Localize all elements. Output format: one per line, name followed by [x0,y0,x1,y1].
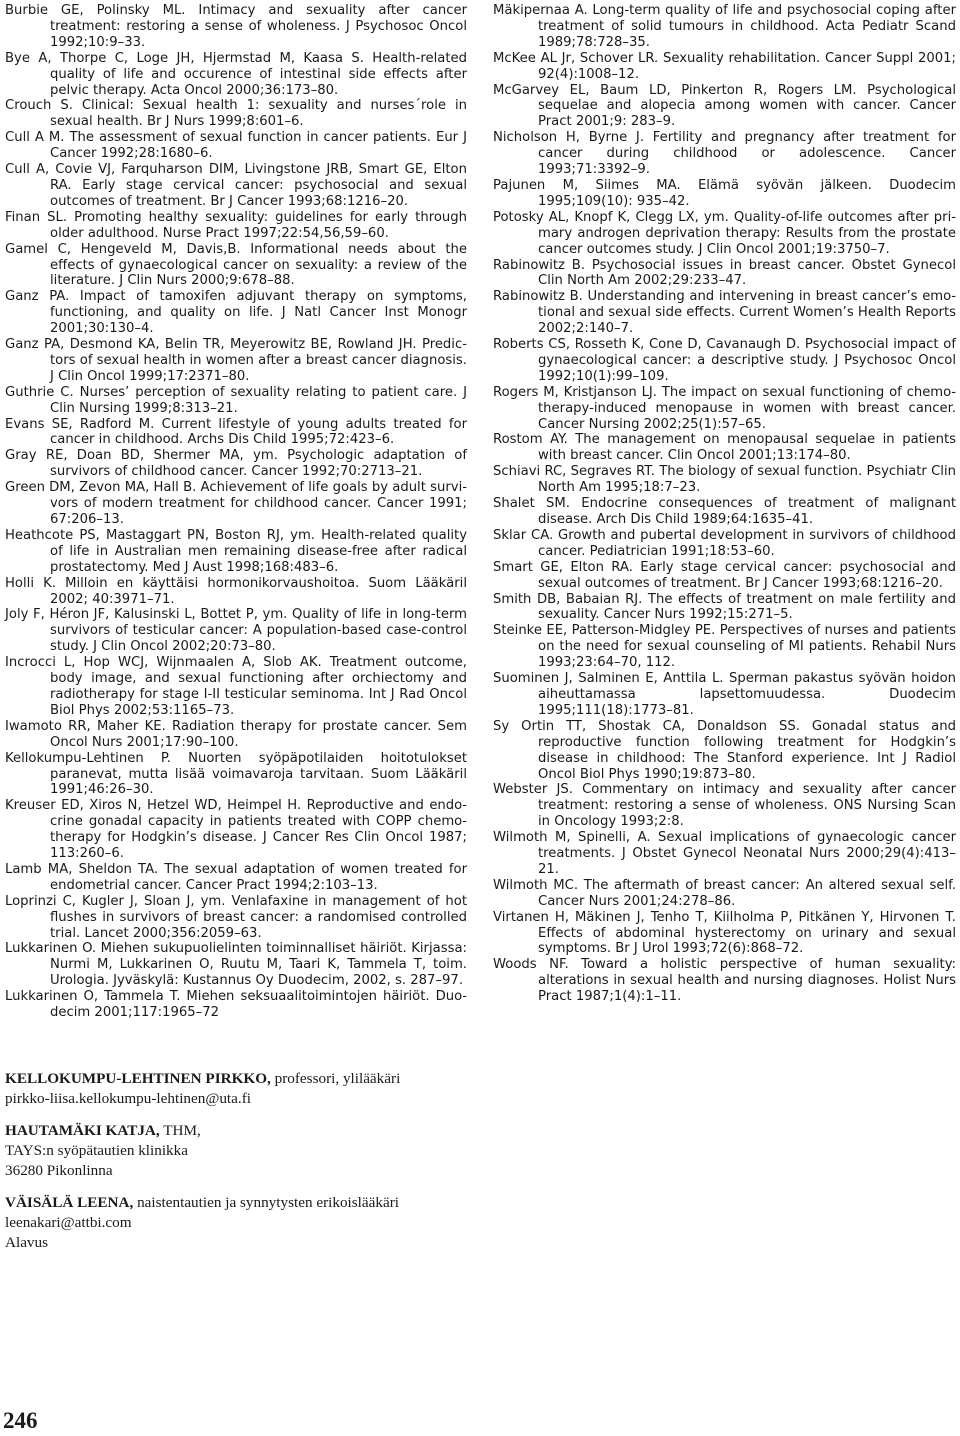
reference-entry: Lukkarinen O, Tammela T. Miehen seksuaalitoimintojen häiriöt. Duodecim 2001;117:1965–72 [5,989,467,1021]
reference-entry: Suominen J, Salminen E, Anttila L. Sperman pakastus syövän hoidon aiheuttamassa lapsettomuudessa. Duodecim 1995;111(18):1773–81. [493,671,956,718]
author-title: naistentautien ja synnytysten erikoislääkäri [133,1194,399,1211]
reference-entry: Webster JS. Commentary on intimacy and sexuality after cancer treatment: restoring a sense of wholeness. ONS Nursing Scan in Oncology 1993;2:8. [493,782,956,830]
reference-entry: Kreuser ED, Xiros N, Hetzel WD, Heimpel H. Reproductive and endocrine gonadal capacity in patients treated with COPP chemotherapy for Hodgkin’s disease. J Cancer Res Clin Oncol 1987; 113:260–6. [5,798,467,862]
reference-entry: Gray RE, Doan BD, Shermer MA, ym. Psychologic adaptation of survivors of childhood cancer. Cancer 1992;70:2713–21. [5,448,467,480]
reference-entry: Finan SL. Promoting healthy sexuality: guidelines for early through older adulthood. Nurse Pract 1997;22:54,56,59–60. [5,209,467,241]
references-right-column [493,3,956,1005]
reference-entry: Sklar CA. Growth and pubertal development in survivors of childhood cancer. Pediatrician 1991;18:53–60. [493,527,956,559]
author-address: 36280 Pikonlinna [5,1162,113,1179]
author-name: VÄISÄLÄ LEENA, [5,1194,134,1211]
reference-entry: Holli K. Milloin en käyttäisi hormonikorvaushoitoa. Suom Lääkäril 2002; 40:3971–71. [5,575,467,607]
reference-entry: Rabinowitz B. Understanding and intervening in breast cancer’s emotional and sexual side effects. Current Women’s Health Reports 2002;2:140–7. [493,289,956,337]
reference-entry: Lukkarinen O. Miehen sukupuolielinten toiminnalliset häiriöt. Kirjassa: Nurmi M, Lukkarinen O, Ruutu M, Taari K, Tammela T, toim. Urologia. Jyväskylä: Kustannus Oy Duodecim, 2002, s. 287–97. [5,941,467,989]
reference-entry: Rabinowitz B. Psychosocial issues in breast cancer. Obstet Gynecol Clin North Am 2002;29:233–47. [493,257,956,289]
author-email: pirkko-liisa.kellokumpu-lehtinen@uta.fi [5,1090,251,1107]
reference-entry: Sy Ortin TT, Shostak CA, Donaldson SS. Gonadal status and reproductive function following treatment for Hodgkin’s disease in childhood: The Stanford experience. Int J Radiol Oncol Biol Phys 1990;19:873–80. [493,718,956,782]
author-block [5,1121,605,1181]
reference-entry: Virtanen H, Mäkinen J, Tenho T, Kiilholma P, Pitkänen Y, Hirvonen T. Effects of abdominal hysterectomy on urinary and sexual symptoms. Br J Urol 1993;72(6):868–72. [493,909,956,957]
reference-entry: Evans SE, Radford M. Current lifestyle of young adults treated for cancer in childhood. Archs Dis Child 1995;72:423–6. [5,416,467,448]
author-block [5,1193,605,1253]
reference-entry: Green DM, Zevon MA, Hall B. Achievement of life goals by adult survivors of modern treatment for childhood cancer. Cancer 1991; 67:206–13. [5,480,467,527]
references-left-column [5,3,467,1021]
reference-entry: Schiavi RC, Segraves RT. The biology of sexual function. Psychiatr Clin North Am 1995;18:7–23. [493,464,956,496]
reference-entry: Rostom AY. The management on menopausal sequelae in patients with breast cancer. Clin Oncol 2001;13:174–80. [493,432,956,464]
author-affiliation: TAYS:n syöpätautien klinikka [5,1142,188,1159]
reference-entry: Guthrie C. Nurses’ perception of sexuality relating to patient care. J Clin Nursing 1999;8:313–21. [5,384,467,416]
reference-entry: Cull A, Covie VJ, Farquharson DIM, Livingstone JRB, Smart GE, Elton RA. Early stage cervical cancer: psychosocial and sexual outcomes of treatment. Br J Cancer 1993;68:1216–20. [5,162,467,209]
author-line [5,1121,605,1141]
reference-entry: Joly F, Héron JF, Kalusinski L, Bottet P, ym. Quality of life in long-term survivors of testicular cancer: A population-based case-control study. J Clin Oncol 2002;20:73–80. [5,607,467,655]
author-name: HAUTAMÄKI KATJA, [5,1122,160,1139]
reference-entry: Gamel C, Hengeveld M, Davis,B. Informational needs about the effects of gynaecological cancer on sexuality: a review of the literature. J Clin Nurs 2000;9:678–88. [5,241,467,289]
reference-entry: Kellokumpu-Lehtinen P. Nuorten syöpäpotilaiden hoitotulokset paranevat, mutta lisää voimavaroja tarvitaan. Suom Lääkäril 1991;46:26–30. [5,750,467,798]
reference-entry: Loprinzi C, Kugler J, Sloan J, ym. Venlafaxine in management of hot flushes in survivors of breast cancer: a randomised controlled trial. Lancet 2000;356:2059–63. [5,893,467,941]
reference-entry: Woods NF. Toward a holistic perspective of human sexuality: alterations in sexual health and nursing diagnoses. Holist Nurs Pract 1987;1(4):1–11. [493,957,956,1005]
reference-entry: Lamb MA, Sheldon TA. The sexual adaptation of women treated for endometrial cancer. Cancer Pract 1994;2:103–13. [5,861,467,893]
reference-entry: Potosky AL, Knopf K, Clegg LX, ym. Quality-of-life outcomes after primary androgen deprivation therapy: Results from the prostate cancer outcomes study. J Clin Oncol 2001;19:3750–7. [493,209,956,257]
reference-entry: Wilmoth M, Spinelli, A. Sexual implications of gynaecologic cancer treatments. J Obstet Gynecol Neonatal Nurs 2000;29(4):413–21. [493,830,956,877]
reference-entry: McKee AL Jr, Schover LR. Sexuality rehabilitation. Cancer Suppl 2001; 92(4):1008–12. [493,50,956,82]
reference-entry: McGarvey EL, Baum LD, Pinkerton R, Rogers LM. Psychological sequelae and alopecia among women with cancer. Cancer Pract 2001;9: 283–9. [493,82,956,130]
author-title: professori, ylilääkäri [270,1070,401,1087]
page-number: 246 [3,1408,38,1433]
reference-entry: Rogers M, Kristjanson LJ. The impact on sexual functioning of chemotherapy-induced menopause in women with breast cancer. Cancer Nursing 2002;25(1):57–65. [493,384,956,432]
author-block [5,1069,605,1109]
reference-entry: Burbie GE, Polinsky ML. Intimacy and sexuality after cancer treatment: restoring a sense of wholeness. J Psychosoc Oncol 1992;10:9–33. [5,3,467,50]
reference-entry: Pajunen M, Siimes MA. Elämä syövän jälkeen. Duodecim 1995;109(10): 935–42. [493,177,956,209]
author-title: THM, [159,1122,201,1139]
author-line [5,1069,605,1089]
reference-entry: Cull A M. The assessment of sexual function in cancer patients. Eur J Cancer 1992;28:1680–6. [5,130,467,162]
reference-entry: Bye A, Thorpe C, Loge JH, Hjermstad M, Kaasa S. Health-related quality of life and occurence of intestinal side effects after pelvic therapy. Acta Oncol 2000;36:173–80. [5,50,467,98]
reference-entry: Crouch S. Clinical: Sexual health 1: sexuality and nurses´role in sexual health. Br J Nurs 1999;8:601–6. [5,98,467,130]
reference-entry: Ganz PA. Impact of tamoxifen adjuvant therapy on symptoms, functioning, and quality on life. J Natl Cancer Inst Monogr 2001;30:130–4. [5,289,467,337]
reference-entry: Steinke EE, Patterson-Midgley PE. Perspectives of nurses and patients on the need for sexual counseling of MI patients. Rehabil Nurs 1993;23:64–70, 112. [493,623,956,671]
author-email: leenakari@attbi.com [5,1214,132,1231]
reference-entry: Iwamoto RR, Maher KE. Radiation therapy for prostate cancer. Sem Oncol Nurs 2001;17:90–100. [5,718,467,750]
author-name: KELLOKUMPU-LEHTINEN PIRKKO, [5,1070,271,1087]
reference-entry: Nicholson H, Byrne J. Fertility and pregnancy after treatment for cancer during childhood or adolescence. Cancer 1993;71:3392–9. [493,130,956,178]
reference-entry: Wilmoth MC. The aftermath of breast cancer: An altered sexual self. Cancer Nurs 2001;24:278–86. [493,877,956,909]
reference-entry: Smart GE, Elton RA. Early stage cervical cancer: psychosocial and sexual outcomes of treatment. Br J Cancer 1993;68:1216–20. [493,559,956,591]
author-information [5,1069,605,1265]
reference-entry: Incrocci L, Hop WCJ, Wijnmaalen A, Slob AK. Treatment outcome, body image, and sexual functioning after orchiectomy and radiotherapy for stage I-II testicular seminoma. Int J Rad Oncol Biol Phys 2002;53:1165–73. [5,655,467,718]
reference-entry: Ganz PA, Desmond KA, Belin TR, Meyerowitz BE, Rowland JH. Predictors of sexual health in women after a breast cancer diagnosis. J Clin Oncol 1999;17:2371–80. [5,337,467,384]
reference-entry: Heathcote PS, Mastaggart PN, Boston RJ, ym. Health-related quality of life in Australian men remaining disease-free after radical prostatectomy. Med J Aust 1998;168:483–6. [5,527,467,575]
reference-entry: Shalet SM. Endocrine consequences of treatment of malignant disease. Arch Dis Child 1989;64:1635–41. [493,496,956,527]
author-line [5,1193,605,1213]
reference-entry: Roberts CS, Rosseth K, Cone D, Cavanaugh D. Psychosocial impact of gynaecological cancer: a descriptive study. J Psychosoc Oncol 1992;10(1):99–109. [493,337,956,384]
reference-entry: Mäkipernaa A. Long-term quality of life and psychosocial coping after treatment of solid tumours in childhood. Acta Pediatr Scand 1989;78:728–35. [493,3,956,50]
reference-entry: Smith DB, Babaian RJ. The effects of treatment on male fertility and sexuality. Cancer Nurs 1992;15:271–5. [493,591,956,623]
author-location: Alavus [5,1234,49,1251]
